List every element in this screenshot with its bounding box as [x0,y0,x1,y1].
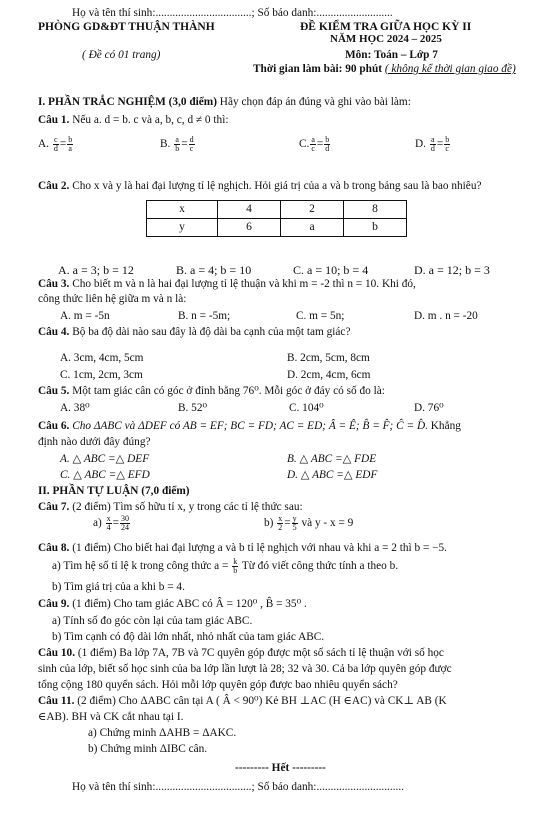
q5-text: Một tam giác cân có góc ở đỉnh bằng 76⁰. Mỗi góc ở đáy có số đo là: [72,385,385,397]
q6-text-line [38,419,461,433]
part2-heading: II. PHẦN TỰ LUẬN (7,0 điểm) [38,485,190,497]
q2-table [146,200,407,237]
q6-angles: Â = Ê; B̂ = F̂; Ĉ = D̂. [328,420,428,432]
q7-part-a: a) $\frac{x}{4}$ = $\frac{30}{24}$ [93,514,129,532]
time-label: Thời gian làm bài: 90 phút [253,63,382,75]
department-name: PHÒNG GD&ĐT THUẬN THÀNH [38,21,215,33]
q4-option-b: B. 2cm, 5cm, 8cm [287,352,370,364]
time-line [253,62,516,76]
q4-option-c: C. 1cm, 2cm, 3cm [60,369,143,381]
table-cell: 4 [218,201,281,219]
q4-text: Bộ ba độ dài nào sau đây là độ dài ba cạnh của một tam giác? [72,326,351,338]
q9-part-a: a) Tính số đo góc còn lại của tam giác ABC. [52,615,253,627]
q1-option-c: C. $\frac{a}{c}$ = $\frac{b}{d}$ [299,135,330,153]
q2-option-a: A. a = 3; b = 12 [58,263,134,277]
table-cell: a [281,219,344,237]
q2-text-line [38,179,481,193]
q8-text: (1 điểm) Cho biết hai đại lượng a và b tỉ lệ nghịch với nhau và khi a = 2 thì b = −5. [72,542,447,554]
q7-text-line [38,500,303,514]
q5-option-b: B. 52⁰ [178,402,208,414]
q11-part-b: b) Chứng minh ΔIBC cân. [88,743,208,755]
q3-text-line [38,277,416,291]
table-cell: x [147,201,218,219]
q2-option-d: D. a = 12; b = 3 [414,263,490,277]
q5-option-c: C. 104⁰ [289,402,324,414]
part1-heading-line [38,95,411,109]
table-cell: 2 [281,201,344,219]
q10-line2: sinh của lớp, biết số học sinh của ba lớp lần lượt là 28; 32 và 30. Cả ba lớp quyên góp được [38,663,452,675]
q7-label: Câu 7. [38,501,70,513]
q3-option-c: C. m = 5n; [296,310,345,322]
q3-option-d: D. m . n = -20 [414,310,478,322]
q6-option-b: B. △ ABC =△ FDE [287,453,377,465]
q6-text2: định nào dưới đây đúng? [38,436,151,448]
table-cell: 6 [218,219,281,237]
time-note: ( không kể thời gian giao đề) [384,63,516,75]
q3-option-b: B. n = -5m; [178,310,231,322]
q9-text: (1 điểm) Cho tam giác ABC có Â = 120⁰ , B̂ = 35⁰ . [72,598,307,610]
footer-student-line: Họ và tên thí sinh:..................................; Số báo danh:............................... [72,781,404,793]
q6-option-d: D. △ ABC =△ EDF [287,469,378,481]
q6-option-a: A. △ ABC =△ DEF [60,453,150,465]
q3-text2: công thức liên hệ giữa m và n là: [38,293,187,305]
q8-text-line [38,541,447,555]
q1-option-a: A. $\frac{c}{d}$ = $\frac{b}{a}$ [38,135,73,153]
pages-note: ( Đề có 01 trang) [82,49,161,61]
table-cell: 8 [344,201,407,219]
q5-option-d: D. 76⁰ [414,402,444,414]
q11-label: Câu 11. [38,695,75,707]
q1-text: Nếu a. d = b. c và a, b, c, d ≠ 0 thì: [72,114,229,126]
q6-text: Cho ΔABC và ΔDEF có AB = EF; BC = FD; AC = ED; [72,420,326,432]
q4-option-a: A. 3cm, 4cm, 5cm [60,352,144,364]
table-row [147,219,407,237]
q6-option-c: C. △ ABC =△ EFD [60,469,150,481]
school-year: NĂM HỌC 2024 – 2025 [330,33,442,45]
q5-label: Câu 5. [38,385,70,397]
q6-label: Câu 6. [38,420,70,432]
q7-part-b: b) $\frac{x}{2}$ = $\frac{y}{5}$ và y - x = 9 [264,514,354,532]
q9-part-b: b) Tìm cạnh có độ dài lớn nhất, nhỏ nhất của tam giác ABC. [52,631,325,643]
table-cell: b [344,219,407,237]
q7-text: (2 điểm) Tìm số hữu tỉ x, y trong các tỉ lệ thức sau: [72,501,303,513]
q4-label: Câu 4. [38,326,70,338]
q5-option-a: A. 38⁰ [60,402,90,414]
q1-option-b: B. $\frac{a}{b}$ = $\frac{d}{c}$ [160,135,194,153]
exam-title: ĐỀ KIỂM TRA GIỮA HỌC KỲ II [300,21,472,33]
q9-label: Câu 9. [38,598,70,610]
q8-part-b: b) Tìm giá trị của a khi b = 4. [52,581,185,593]
q5-text-line [38,384,385,398]
q8-label: Câu 8. [38,542,70,554]
q2-label: Câu 2. [38,180,70,192]
q3-text: Cho biết m và n là hai đại lượng tỉ lệ thuận và khi m = -2 thì n = 10. Khi đó, [72,278,416,290]
q10-line1: Câu 10. (1 điểm) Ba lớp 7A, 7B và 7C quyên góp được một số sách tỉ lệ thuận với số học [38,647,444,659]
q11-line2: ∈AB). BH và CK cắt nhau tại I. [38,711,184,723]
q10-label: Câu 10. [38,647,76,659]
q1-text-line [38,113,228,127]
q11-line1: Câu 11. (2 điểm) Cho ΔABC cân tại A ( Â < 90⁰) Kẻ BH ⊥AC (H ∈AC) và CK⊥ AB (K [38,695,447,707]
q6-tail: Khẳng [430,420,461,432]
q11-part-a: a) Chứng minh ΔAHB = ΔAKC. [88,727,237,739]
q2-option-c: C. a = 10; b = 4 [293,263,369,277]
q3-option-a: A. m = -5n [60,310,110,322]
q2-option-b: B. a = 4; b = 10 [176,263,252,277]
q8-part-a: a) Tìm hệ số tỉ lệ k trong công thức a = $\frac{k}{b}$ Từ đó viết công thức tính a theo b. [52,557,399,575]
table-cell: y [147,219,218,237]
q3-label: Câu 3. [38,278,70,290]
q1-option-d: D. $\frac{a}{d}$ = $\frac{b}{c}$ [415,135,450,153]
table-row [147,201,407,219]
q9-text-line [38,597,307,611]
q4-text-line [38,325,350,339]
q1-label: Câu 1. [38,114,70,126]
part1-instruction: Hãy chọn đáp án đúng và ghi vào bài làm: [219,96,411,108]
end-marker: --------- Hết --------- [235,762,326,774]
subject: Môn: Toán – Lớp 7 [345,49,438,61]
q2-text: Cho x và y là hai đại lượng tỉ lệ nghịch. Hỏi giá trị của a và b trong bảng sau là bao nhiêu? [72,180,482,192]
q10-line3: tổng cộng 180 quyển sách. Hỏi mỗi lớp quyên góp được bao nhiêu quyển sách? [38,679,398,691]
part1-heading: I. PHẦN TRẮC NGHIỆM (3,0 điểm) [38,96,217,108]
q4-option-d: D. 2cm, 4cm, 6cm [287,369,371,381]
header-student-line: Họ và tên thí sinh:..................................; Số báo danh:........................... [72,7,393,19]
